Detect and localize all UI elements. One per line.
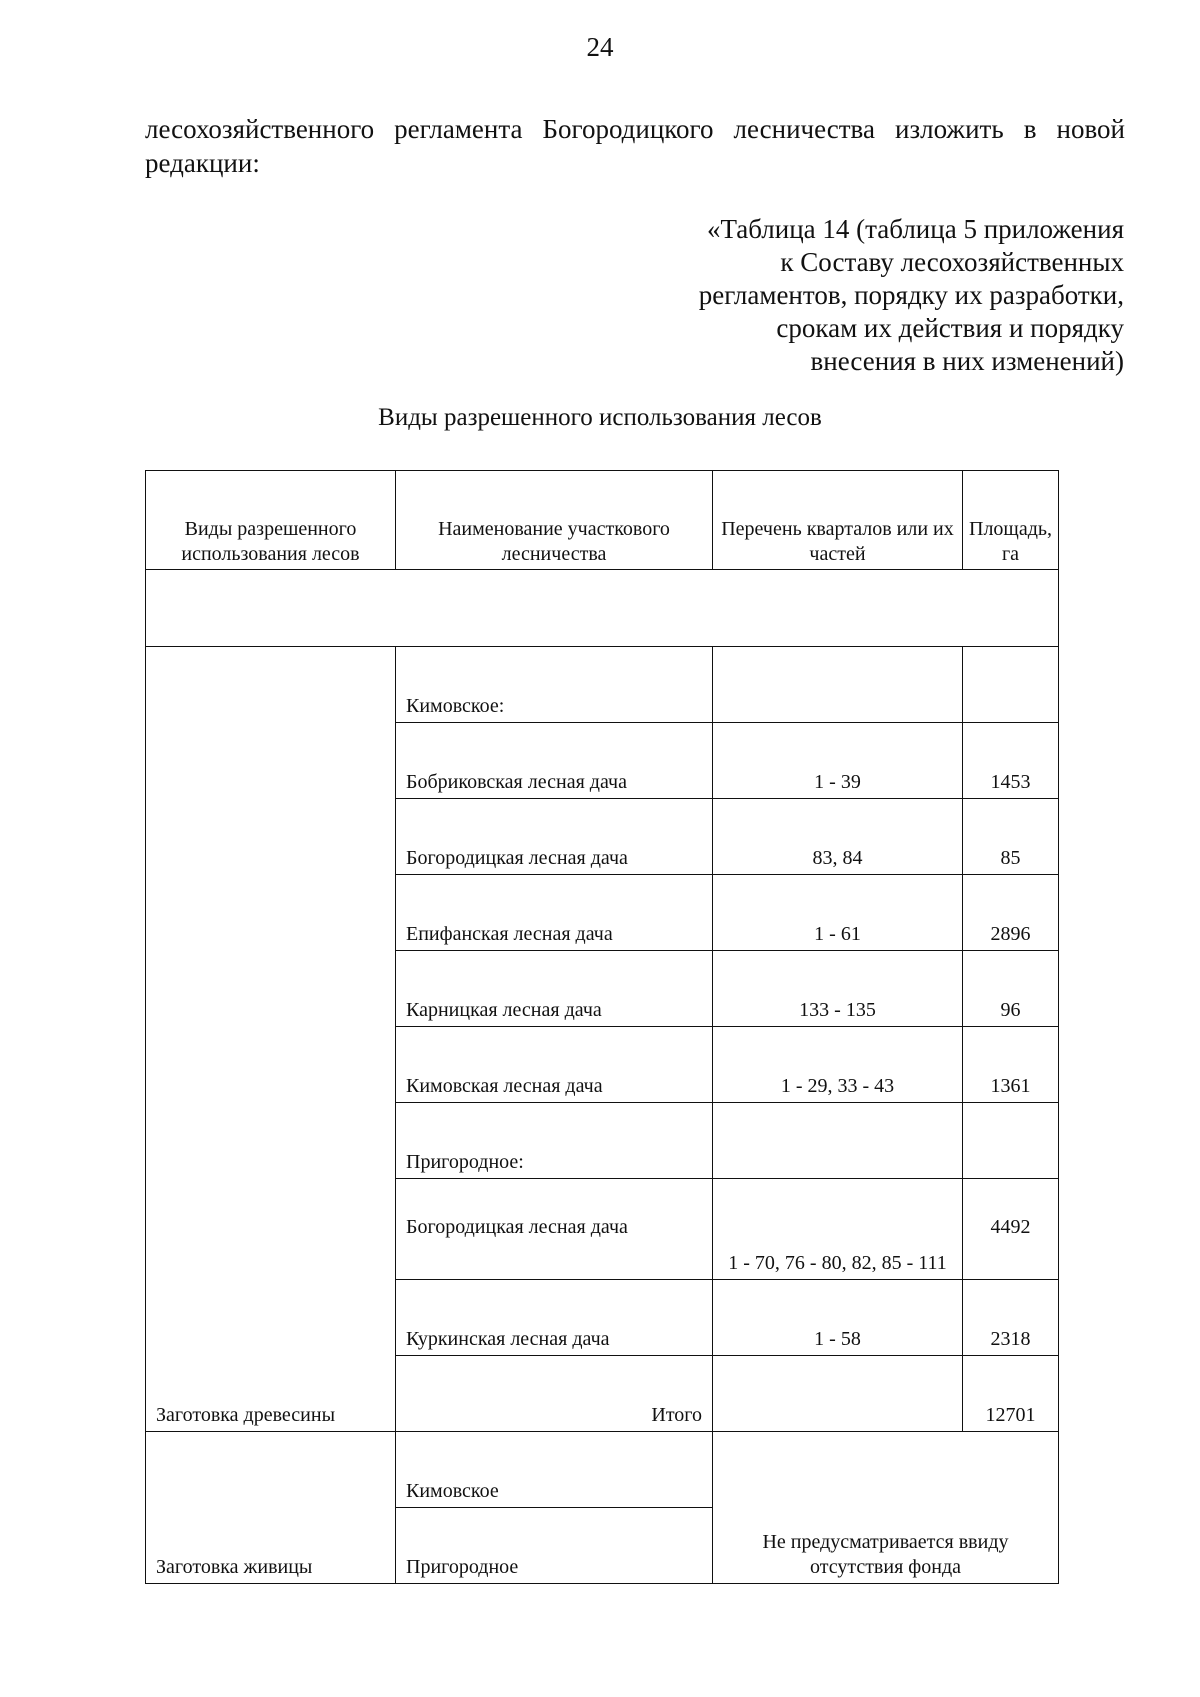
quarters-cell	[713, 647, 963, 723]
total-value: 12701	[963, 1356, 1059, 1432]
area-cell: 1361	[963, 1027, 1059, 1103]
forestry-name: Кимовское	[396, 1432, 713, 1508]
quarters-cell: 1 - 39	[713, 723, 963, 799]
table-title: Виды разрешенного использования лесов	[378, 404, 822, 431]
forestry-name: Пригородное	[396, 1508, 713, 1584]
forestry-group-label: Кимовское:	[396, 647, 713, 723]
forest-dacha-name: Кимовская лесная дача	[396, 1027, 713, 1103]
table-reference-line: к Составу лесохозяйственных	[780, 247, 1124, 277]
quarters-cell: 83, 84	[713, 799, 963, 875]
blank-row	[146, 570, 1059, 647]
quarters-cell: 133 - 135	[713, 951, 963, 1027]
table-row	[146, 1432, 1059, 1508]
quarters-cell: 1 - 58	[713, 1280, 963, 1356]
area-cell: 85	[963, 799, 1059, 875]
quarters-cell: 1 - 61	[713, 875, 963, 951]
area-cell: 1453	[963, 723, 1059, 799]
header-forestry: Наименование участкового лесничества	[396, 471, 713, 570]
page-number: 24	[586, 32, 614, 62]
quarters-cell	[713, 1103, 963, 1179]
forest-dacha-name: Бобриковская лесная дача	[396, 723, 713, 799]
area-cell: 4492	[963, 1179, 1059, 1280]
blank-cell	[146, 570, 1059, 647]
forestry-group-label: Пригородное:	[396, 1103, 713, 1179]
area-cell: 2896	[963, 875, 1059, 951]
table-row	[146, 647, 1059, 723]
kind-wood-harvest: Заготовка древесины	[146, 647, 396, 1432]
header-quarters: Перечень кварталов или их частей	[713, 471, 963, 570]
forest-dacha-name: Куркинская лесная дача	[396, 1280, 713, 1356]
forest-use-table	[145, 470, 1059, 1584]
table-reference-line: «Таблица 14 (таблица 5 приложения	[706, 214, 1124, 244]
table-header-row	[146, 471, 1059, 570]
kind-resin-harvest: Заготовка живицы	[146, 1432, 396, 1584]
total-label: Итого	[396, 1356, 713, 1432]
header-area: Площадь, га	[963, 471, 1059, 570]
area-cell	[963, 647, 1059, 723]
table-reference-line: регламентов, порядку их разработки,	[698, 280, 1124, 310]
quarters-cell	[713, 1356, 963, 1432]
forest-dacha-name: Богородицкая лесная дача	[396, 799, 713, 875]
forest-dacha-name: Богородицкая лесная дача	[396, 1179, 713, 1280]
forest-dacha-name: Карницкая лесная дача	[396, 951, 713, 1027]
table-reference	[699, 213, 1124, 378]
intro-paragraph: лесохозяйственного регламента Богородицкого лесничества изложить в новой редакции:	[145, 114, 1125, 178]
resin-note: Не предусматривается ввиду отсутствия фонда	[713, 1432, 1059, 1584]
table-reference-line: срокам их действия и порядку	[776, 313, 1124, 343]
area-cell: 96	[963, 951, 1059, 1027]
area-cell: 2318	[963, 1280, 1059, 1356]
forest-dacha-name: Епифанская лесная дача	[396, 875, 713, 951]
area-cell	[963, 1103, 1059, 1179]
quarters-cell: 1 - 29, 33 - 43	[713, 1027, 963, 1103]
table-reference-line: внесения в них изменений)	[810, 346, 1124, 376]
quarters-cell: 1 - 70, 76 - 80, 82, 85 - 111	[713, 1179, 963, 1280]
header-kind: Виды разрешенного использования лесов	[146, 471, 396, 570]
